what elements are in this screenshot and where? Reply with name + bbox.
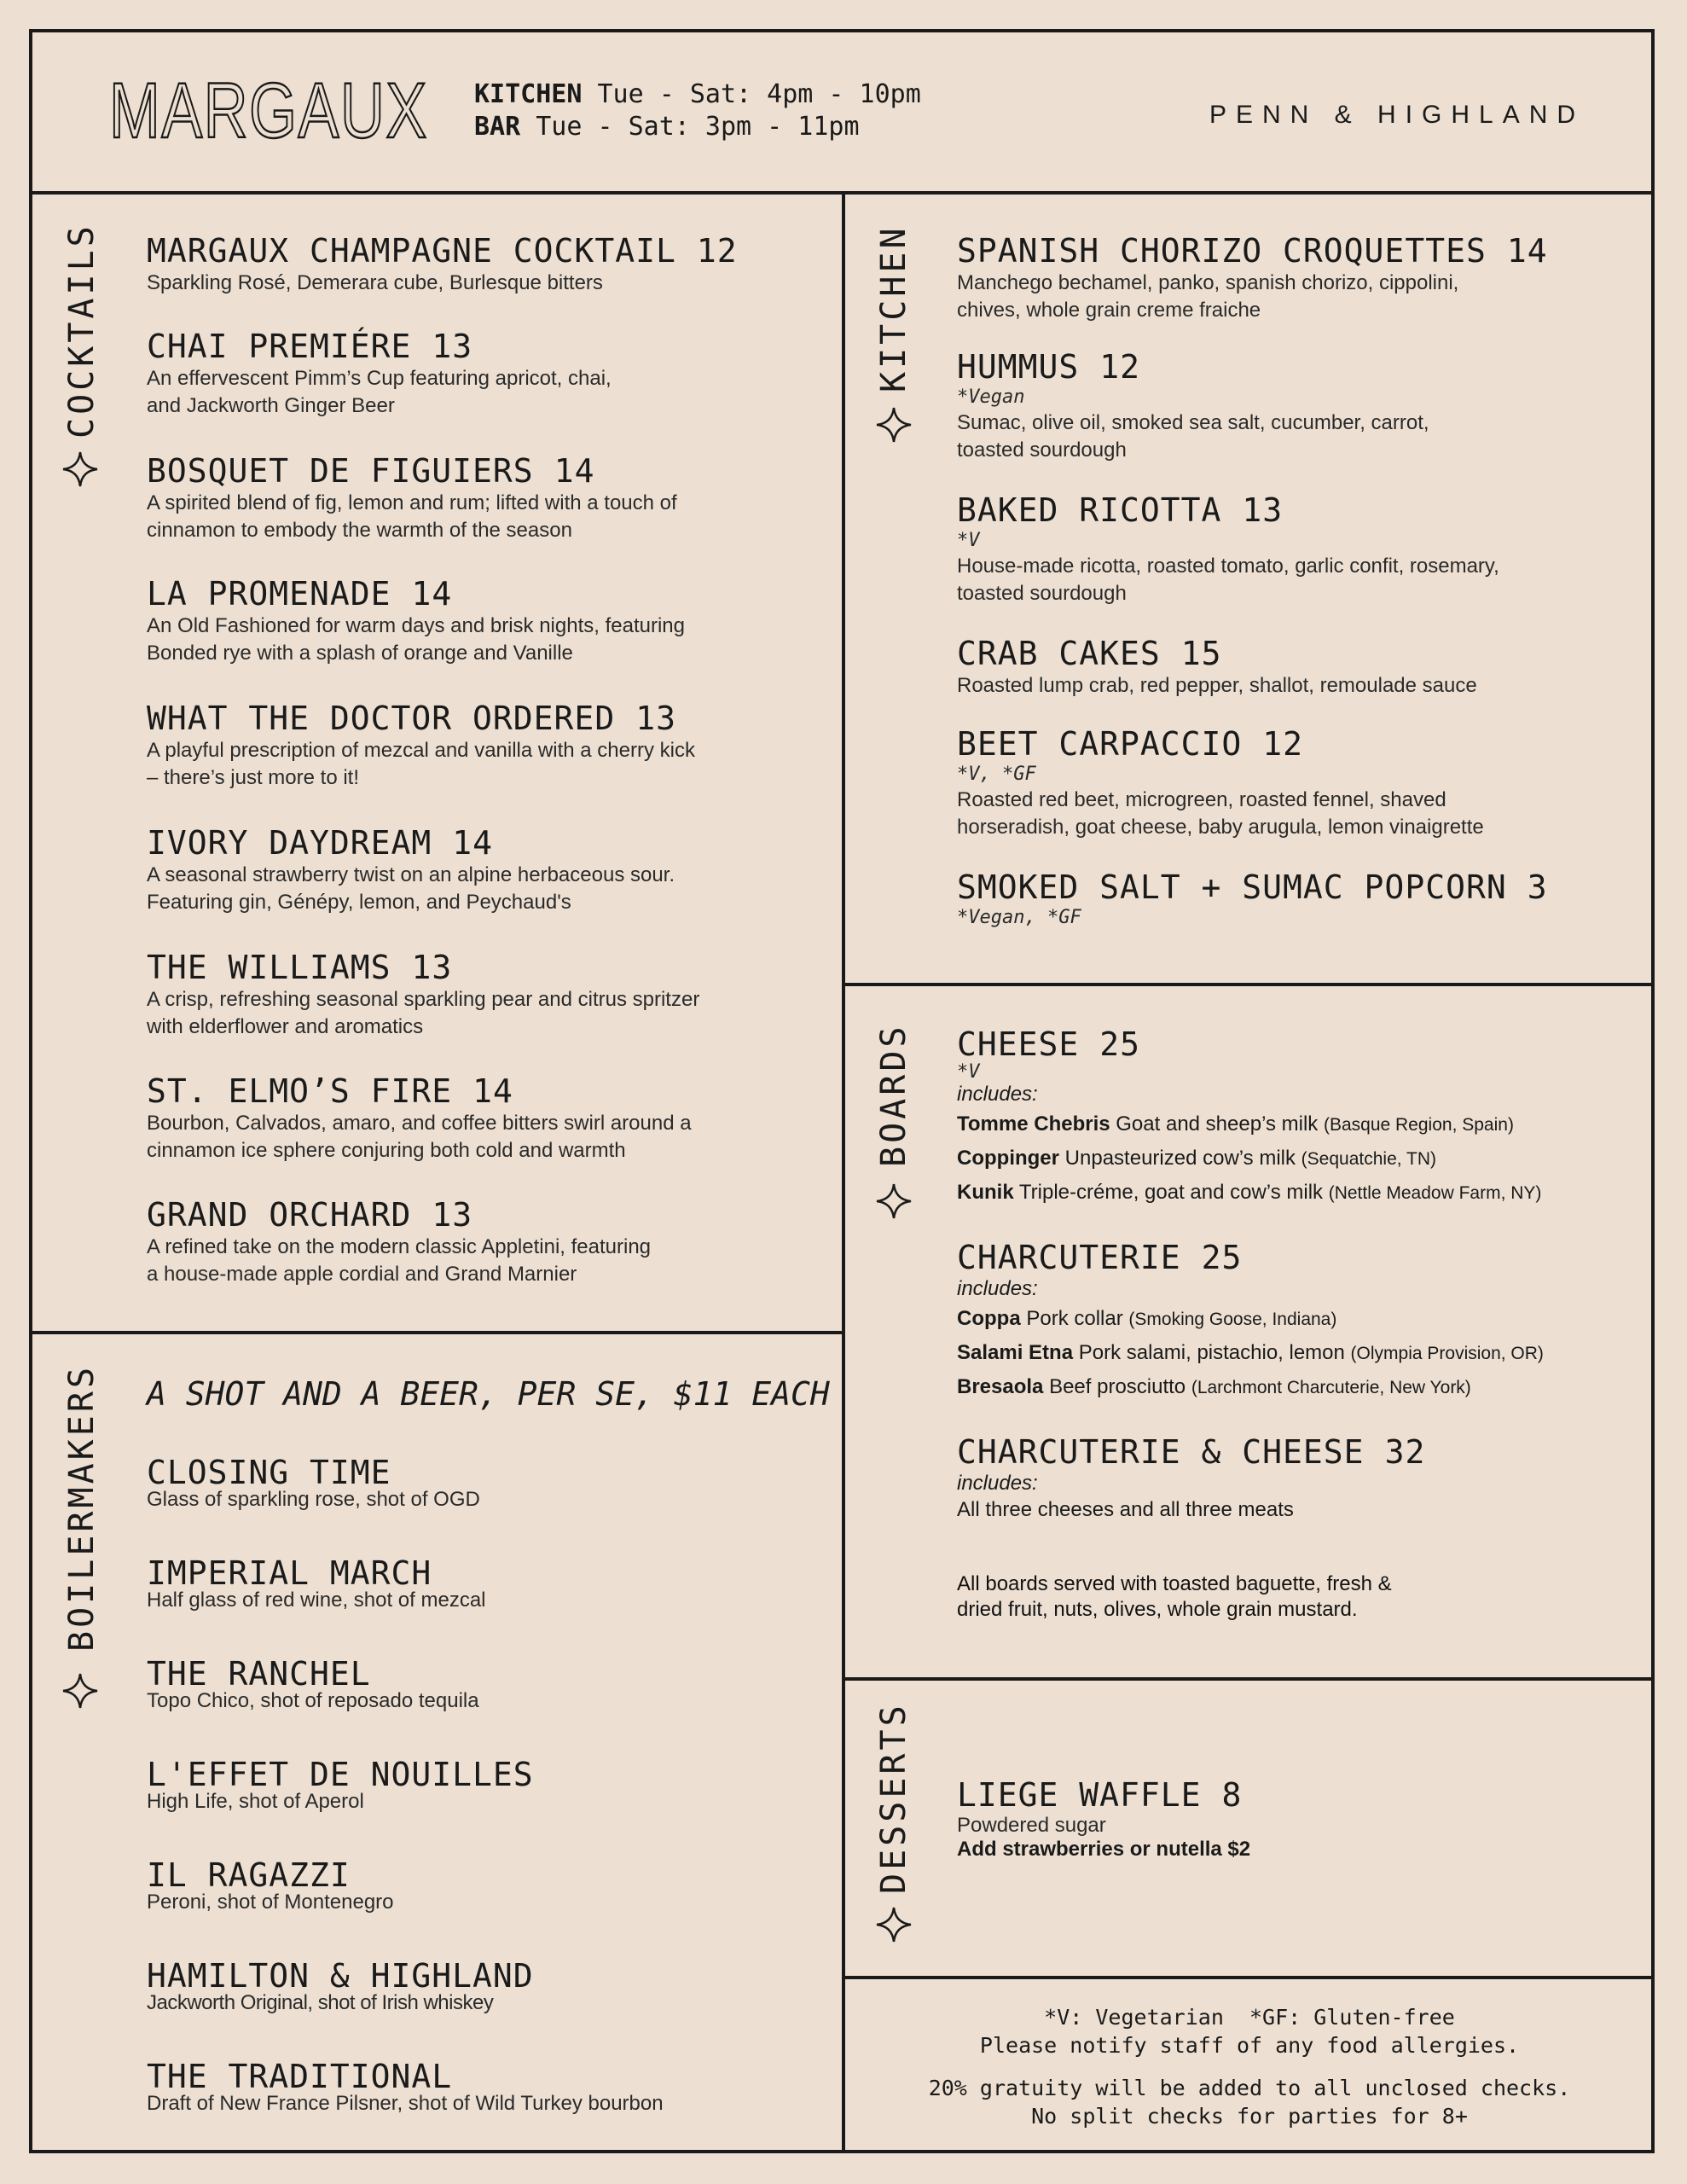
item-name: HUMMUS xyxy=(957,348,1080,386)
boilermaker-item xyxy=(147,1856,914,1916)
item-description: A refined take on the modern classic Appletini, featuring xyxy=(147,1235,652,1258)
hours xyxy=(474,78,921,143)
board-item-desc: Unpasteurized cow’s milk xyxy=(1064,1147,1296,1170)
cocktail-item xyxy=(147,1072,914,1165)
kitchen-hours-label: KITCHEN xyxy=(474,79,583,109)
item-name: LA PROMENADE xyxy=(147,575,391,613)
item-name: IMPERIAL MARCH xyxy=(147,1554,432,1592)
cheese-board xyxy=(957,1025,1687,1210)
item-description: Sparkling Rosé, Demerara cube, Burlesque bitters xyxy=(147,271,603,294)
board-item xyxy=(957,1107,1687,1141)
item-description: – there’s just more to it! xyxy=(147,766,359,789)
item-description: House-made ricotta, roasted tomato, garlic confit, rosemary, xyxy=(957,555,1499,578)
dietary-tag: *V xyxy=(957,530,980,551)
item-description: Draft of New France Pilsner, shot of Wild Turkey bourbon xyxy=(147,2092,664,2115)
charcuterie-board xyxy=(957,1239,1687,1404)
kitchen-item xyxy=(957,491,1687,607)
sparkle-icon xyxy=(61,1672,99,1710)
board-item-origin: (Larchmont Charcuterie, New York) xyxy=(1191,1378,1471,1397)
item-name: BOSQUET DE FIGUIERS xyxy=(147,452,534,490)
cocktail-item xyxy=(147,232,914,297)
item-name: BAKED RICOTTA xyxy=(957,491,1222,529)
item-description: cinnamon ice sphere conjuring both cold and warmth xyxy=(147,1139,626,1162)
board-item-name: Coppinger xyxy=(957,1147,1059,1170)
cocktail-item xyxy=(147,700,914,792)
item-price: 32 xyxy=(1384,1433,1426,1471)
item-price: 15 xyxy=(1180,635,1222,672)
item-name: SPANISH CHORIZO CROQUETTES xyxy=(957,232,1487,270)
item-name: CRAB CAKES xyxy=(957,635,1161,672)
cocktail-item xyxy=(147,452,914,544)
kitchen-item xyxy=(957,725,1687,841)
item-description: Jackworth Original, shot of Irish whiskey xyxy=(147,1991,494,2014)
cocktail-item xyxy=(147,575,914,667)
item-price: 13 xyxy=(432,1196,473,1234)
item-description: toasted sourdough xyxy=(957,439,1127,462)
footer-notes xyxy=(844,2003,1655,2130)
cocktail-item xyxy=(147,949,914,1041)
item-price: 8 xyxy=(1221,1776,1243,1814)
kitchen-item xyxy=(957,232,1687,324)
board-item-name: Bresaola xyxy=(957,1375,1044,1398)
footer-line: 20% gratuity will be added to all unclosed checks. xyxy=(928,2076,1571,2100)
item-name: CHEESE xyxy=(957,1025,1080,1063)
footer-line: Please notify staff of any food allergies. xyxy=(979,2033,1520,2058)
board-item-desc: Pork salami, pistachio, lemon xyxy=(1078,1341,1345,1364)
item-description: Powdered sugar xyxy=(957,1814,1106,1837)
kitchen-hours: Tue - Sat: 4pm - 10pm xyxy=(597,79,921,109)
cocktail-item xyxy=(147,1196,914,1288)
board-item xyxy=(957,1141,1687,1176)
sparkle-icon xyxy=(61,450,99,488)
board-item-origin: (Smoking Goose, Indiana) xyxy=(1128,1310,1337,1329)
boards-note xyxy=(957,1571,1687,1623)
bar-hours-label: BAR xyxy=(474,112,521,142)
board-item-desc: All three cheeses and all three meats xyxy=(957,1498,1294,1521)
dietary-tag: *V xyxy=(957,1061,980,1083)
dietary-tag: *Vegan xyxy=(957,386,1025,408)
item-name: BEET CARPACCIO xyxy=(957,725,1243,763)
cocktail-item xyxy=(147,824,914,916)
item-price: 25 xyxy=(1201,1239,1243,1276)
board-item-name: Salami Etna xyxy=(957,1341,1074,1364)
cocktail-item xyxy=(147,328,914,420)
item-name: LIEGE WAFFLE xyxy=(957,1776,1202,1814)
board-item xyxy=(957,1302,1687,1336)
board-item-origin: (Olympia Provision, OR) xyxy=(1350,1344,1544,1363)
item-description: a house-made apple cordial and Grand Marnier xyxy=(147,1263,577,1286)
item-name: THE WILLIAMS xyxy=(147,949,391,986)
logo: MARGAUX xyxy=(109,67,428,154)
note-line: dried fruit, nuts, olives, whole grain mustard. xyxy=(957,1598,1358,1621)
dietary-tag: *V, *GF xyxy=(957,764,1036,785)
kitchen-item xyxy=(957,868,1687,930)
cocktails-divider xyxy=(29,1331,844,1334)
item-description: Bonded rye with a splash of orange and Vanille xyxy=(147,642,573,665)
item-price: 13 xyxy=(635,700,676,737)
item-description: Half glass of red wine, shot of mezcal xyxy=(147,1589,486,1612)
note-line: All boards served with toasted baguette, fresh & xyxy=(957,1572,1392,1595)
item-name: CHAI PREMIÉRE xyxy=(147,328,412,365)
item-description: cinnamon to embody the warmth of the season xyxy=(147,519,572,542)
item-description: Peroni, shot of Montenegro xyxy=(147,1891,394,1914)
item-name: CHARCUTERIE & CHEESE xyxy=(957,1433,1365,1471)
item-price: 14 xyxy=(411,575,453,613)
boilermaker-item xyxy=(147,1554,914,1614)
item-description: Manchego bechamel, panko, spanish chorizo, cippolini, xyxy=(957,271,1459,294)
dessert-addon: Add strawberries or nutella $2 xyxy=(957,1838,1251,1861)
item-price: 14 xyxy=(472,1072,513,1110)
location: PENN & HIGHLAND xyxy=(1209,101,1586,129)
item-description: Bourbon, Calvados, amaro, and coffee bitters swirl around a xyxy=(147,1112,692,1135)
item-price: 13 xyxy=(432,328,473,365)
section-label-desserts: DESSERTS xyxy=(874,1702,913,1894)
item-price: 12 xyxy=(1099,348,1141,386)
item-name: THE TRADITIONAL xyxy=(147,2058,453,2095)
item-name: SMOKED SALT + SUMAC POPCORN xyxy=(957,868,1507,906)
board-item-origin: (Basque Region, Spain) xyxy=(1323,1115,1514,1135)
dessert-item xyxy=(957,1776,1687,1862)
board-item-origin: (Sequatchie, TN) xyxy=(1301,1149,1437,1169)
item-price: 14 xyxy=(452,824,494,862)
board-item-desc: Beef prosciutto xyxy=(1049,1375,1186,1398)
item-description: A spirited blend of fig, lemon and rum; lifted with a touch of xyxy=(147,491,677,514)
item-name: HAMILTON & HIGHLAND xyxy=(147,1957,534,1995)
section-label-boards: BOARDS xyxy=(874,1023,913,1167)
item-description: Roasted lump crab, red pepper, shallot, remoulade sauce xyxy=(957,674,1477,697)
item-name: ST. ELMO’S FIRE xyxy=(147,1072,453,1110)
item-name: CHARCUTERIE xyxy=(957,1239,1181,1276)
board-item-name: Tomme Chebris xyxy=(957,1112,1110,1136)
item-description: A playful prescription of mezcal and vanilla with a cherry kick xyxy=(147,739,695,762)
item-description: A crisp, refreshing seasonal sparkling pear and citrus spritzer xyxy=(147,988,700,1011)
item-price: 13 xyxy=(411,949,453,986)
board-item-origin: (Nettle Meadow Farm, NY) xyxy=(1328,1183,1542,1203)
boilermakers-headline: A SHOT AND A BEER, PER SE, $11 EACH xyxy=(147,1375,830,1413)
boilermaker-item xyxy=(147,1957,914,2017)
desserts-divider xyxy=(844,1976,1655,1979)
item-description: Featuring gin, Génépy, lemon, and Peychaud's xyxy=(147,891,571,914)
kitchen-item xyxy=(957,635,1687,700)
bar-hours: Tue - Sat: 3pm - 11pm xyxy=(536,112,860,142)
item-price: 3 xyxy=(1527,868,1548,906)
footer-line: No split checks for parties for 8+ xyxy=(1031,2104,1468,2129)
item-name: IL RAGAZZI xyxy=(147,1856,351,1894)
board-item-name: Kunik xyxy=(957,1181,1014,1204)
item-price: 14 xyxy=(1506,232,1548,270)
board-item-desc: Goat and sheep’s milk xyxy=(1116,1112,1319,1136)
boards-divider xyxy=(844,1677,1655,1681)
board-item xyxy=(957,1336,1687,1370)
item-name: CLOSING TIME xyxy=(147,1454,391,1491)
footer-line: *V: Vegetarian *GF: Gluten-free xyxy=(1044,2005,1455,2030)
item-name: L'EFFET DE NOUILLES xyxy=(147,1756,534,1793)
boilermaker-item xyxy=(147,1454,914,1513)
boilermaker-item xyxy=(147,2058,914,2117)
item-description: Topo Chico, shot of reposado tequila xyxy=(147,1689,479,1712)
board-item-name: Coppa xyxy=(957,1307,1021,1330)
item-description: with elderflower and aromatics xyxy=(147,1015,424,1038)
kitchen-divider xyxy=(844,983,1655,986)
item-description: Roasted red beet, microgreen, roasted fennel, shaved xyxy=(957,788,1446,811)
item-name: WHAT THE DOCTOR ORDERED xyxy=(147,700,616,737)
item-description: chives, whole grain creme fraiche xyxy=(957,299,1261,322)
board-item xyxy=(957,1370,1687,1404)
item-description: An effervescent Pimm’s Cup featuring apricot, chai, xyxy=(147,367,612,390)
item-name: MARGAUX CHAMPAGNE COCKTAIL xyxy=(147,232,676,270)
section-label-boilermakers: BOILERMAKERS xyxy=(62,1364,101,1652)
board-item-desc: Pork collar xyxy=(1026,1307,1123,1330)
item-name: GRAND ORCHARD xyxy=(147,1196,412,1234)
item-price: 13 xyxy=(1242,491,1284,529)
combo-board xyxy=(957,1433,1687,1524)
board-item-desc: Triple-créme, goat and cow’s milk xyxy=(1018,1181,1324,1204)
item-description: and Jackworth Ginger Beer xyxy=(147,394,395,417)
item-description: A seasonal strawberry twist on an alpine herbaceous sour. xyxy=(147,863,675,886)
item-price: 14 xyxy=(554,452,595,490)
includes-label: includes: xyxy=(957,1277,1038,1300)
section-label-kitchen: KITCHEN xyxy=(874,224,913,392)
item-price: 12 xyxy=(696,232,738,270)
item-price: 12 xyxy=(1262,725,1304,763)
item-description: horseradish, goat cheese, baby arugula, lemon vinaigrette xyxy=(957,816,1484,839)
item-description: An Old Fashioned for warm days and brisk nights, featuring xyxy=(147,614,685,637)
item-name: IVORY DAYDREAM xyxy=(147,824,432,862)
item-description: High Life, shot of Aperol xyxy=(147,1790,364,1813)
item-description: Glass of sparkling rose, shot of OGD xyxy=(147,1488,480,1511)
kitchen-item xyxy=(957,348,1687,464)
item-price: 25 xyxy=(1099,1025,1141,1063)
section-label-cocktails: COCKTAILS xyxy=(62,223,101,439)
item-description: toasted sourdough xyxy=(957,582,1127,605)
boilermaker-item xyxy=(147,1756,914,1815)
board-item xyxy=(957,1176,1687,1210)
item-name: THE RANCHEL xyxy=(147,1655,371,1693)
dietary-tag: *Vegan, *GF xyxy=(957,907,1081,928)
boilermaker-item xyxy=(147,1655,914,1715)
includes-label: includes: xyxy=(957,1083,1038,1106)
includes-label: includes: xyxy=(957,1472,1038,1495)
item-description: Sumac, olive oil, smoked sea salt, cucumber, carrot, xyxy=(957,411,1429,434)
